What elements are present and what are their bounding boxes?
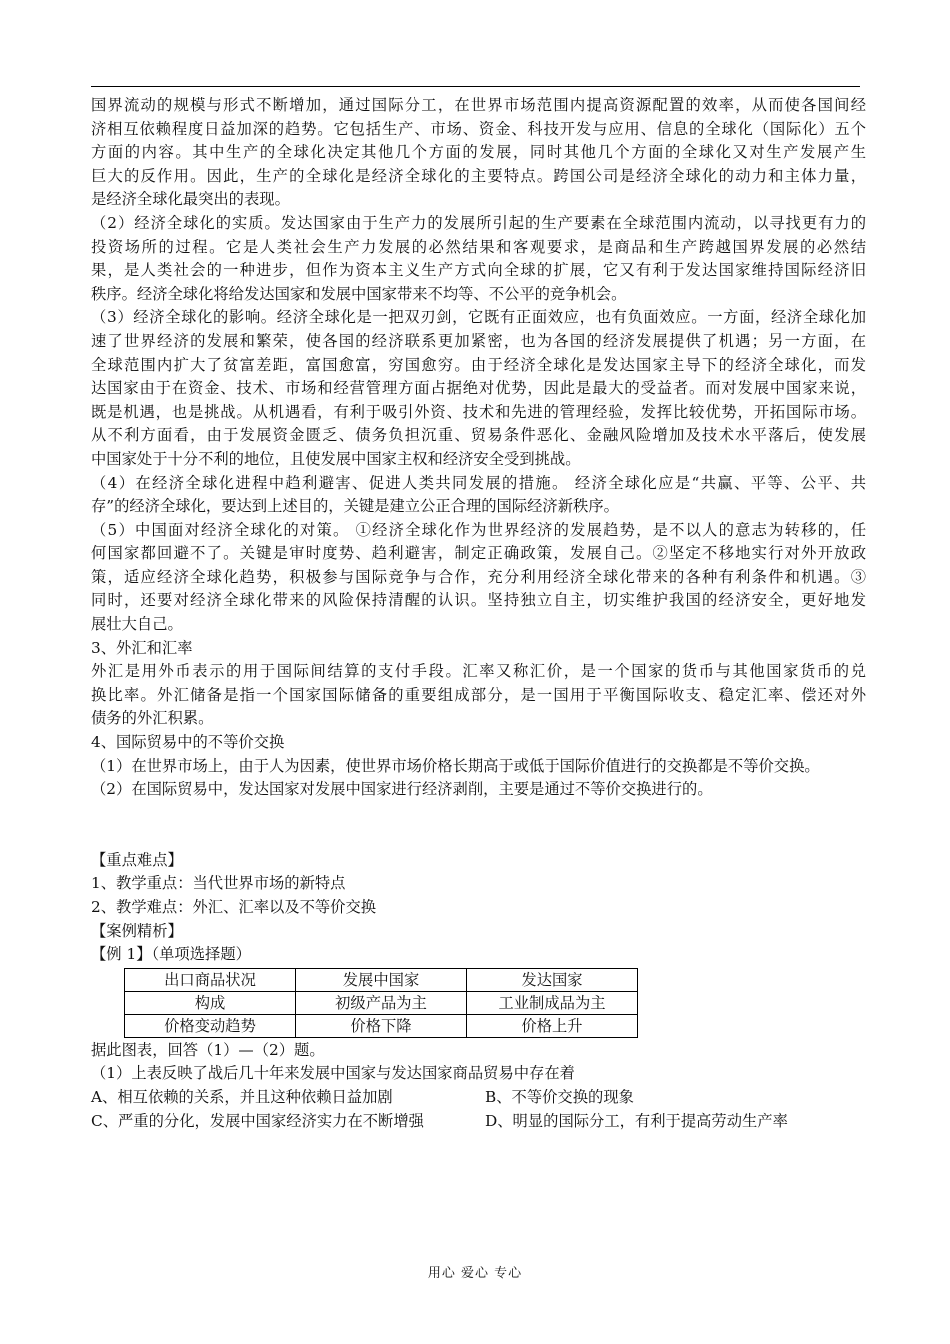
table-cell: 价格下降 (296, 1014, 467, 1037)
text-line: 何国家都回避不了。关键是审时度势、趋利避害，制定正确政策，发展自己。②坚定不移地实行对外开放政 (91, 544, 866, 563)
options-row (91, 1086, 866, 1110)
case-heading: 【案例精析】 (91, 921, 183, 940)
section-heading: 3、外汇和汇率 (91, 638, 193, 657)
option-b: B、不等价交换的现象 (485, 1087, 634, 1106)
table-cell: 发达国家 (467, 968, 638, 991)
text-line: 速了世界经济的发展和繁荣，使各国的经济联系更加紧密，也为各国的经济发展提供了机遇；另一方面，在 (91, 331, 866, 350)
table-cell: 工业制成品为主 (467, 991, 638, 1014)
text-line: 投资场所的过程。它是人类社会生产力发展的必然结果和客观要求，是商品和生产跨越国界发展的必然结 (91, 237, 866, 256)
option-d: D、明显的国际分工，有利于提高劳动生产率 (485, 1111, 788, 1130)
key-points-heading: 【重点难点】 (91, 850, 183, 869)
table-cell: 发展中国家 (296, 968, 467, 991)
document-body (91, 94, 866, 1133)
table-cell: 出口商品状况 (125, 968, 296, 991)
text-line: 策，适应经济全球化趋势，积极参与国际竞争与合作，充分利用经济全球化带来的各种有利条件和机遇。③ (91, 567, 866, 586)
table-row (125, 991, 638, 1014)
page-footer: 用心 爱心 专心 (427, 1266, 523, 1281)
section-heading: 4、国际贸易中的不等价交换 (91, 733, 285, 752)
text-line: 全球范围内扩大了贫富差距，富国愈富，穷国愈穷。由于经济全球化是发达国家主导下的经济全球化，而发 (91, 355, 866, 374)
table-row (125, 968, 638, 991)
text-line: （5）中国面对经济全球化的对策。 ①经济全球化作为世界经济的发展趋势，是不以人的意志为转移的，任 (91, 520, 866, 539)
spacer (91, 802, 866, 849)
text-line: 国界流动的规模与形式不断增加，通过国际分工，在世界市场范围内提高资源配置的效率，从而使各国间经 (91, 96, 866, 114)
text-line: （4）在经济全球化进程中趋利避害、促进人类共同发展的措施。 经济全球化应是“共赢、平等、公平、共 (91, 473, 866, 492)
text-line: 换比率。外汇储备是指一个国家国际储备的重要组成部分，是一国用于平衡国际收支、稳定汇率、偿还对外 (91, 685, 866, 704)
table-cell: 价格变动趋势 (125, 1014, 296, 1037)
option-a: A、相互依赖的关系，并且这种依赖日益加剧 (91, 1087, 393, 1106)
text-line: （2）经济全球化的实质。发达国家由于生产力的发展所引起的生产要素在全球范围内流动，以寻找更有力的 (91, 213, 866, 232)
text-line: 秩序。经济全球化将给发达国家和发展中国家带来不均等、不公平的竞争机会。 (91, 284, 627, 303)
text-line: 存”的经济全球化，要达到上述目的，关键是建立公正合理的国际经济新秩序。 (91, 497, 619, 516)
text-line: 济相互依赖程度日益加深的趋势。它包括生产、市场、资金、科技开发与应用、信息的全球化（国际化）五个 (91, 119, 866, 138)
question-stem: （1）上表反映了战后几十年来发展中国家与发达国家商品贸易中存在着 (91, 1064, 575, 1083)
example-label: 【例 1】（单项选择题） (91, 945, 251, 964)
text-line: （3）经济全球化的影响。经济全球化是一把双刃剑，它既有正面效应，也有负面效应。一方面，经济全球化加 (91, 308, 866, 327)
text-line: 达国家由于在资金、技术、市场和经营管理方面占据绝对优势，因此是最大的受益者。而对发展中国家来说， (91, 379, 866, 398)
table-cell: 初级产品为主 (296, 991, 467, 1014)
text-line: 既是机遇，也是挑战。从机遇看，有利于吸引外资、技术和先进的管理经验，发挥比较优势，开拓国际市场。 (91, 402, 866, 421)
table-row (125, 1014, 638, 1037)
text-line: 展壮大自己。 (91, 615, 183, 634)
key-point-item: 2、教学难点：外汇、汇率以及不等价交换 (91, 898, 377, 916)
text-line: （2）在国际贸易中，发达国家对发展中国家进行经济剥削，主要是通过不等价交换进行的。 (91, 780, 713, 799)
option-c: C、严重的分化，发展中国家经济实力在不断增强 (91, 1111, 424, 1130)
header-rule (91, 86, 860, 87)
text-line: 巨大的反作用。因此，生产的全球化是经济全球化的主要特点。跨国公司是经济全球化的动力和主体力量， (91, 166, 866, 185)
key-point-item: 1、教学重点：当代世界市场的新特点 (91, 874, 346, 893)
text-line: 果，是人类社会的一种进步，但作为资本主义生产方式向全球的扩展，它又有利于发达国家维持国际经济旧 (91, 261, 866, 280)
table-cell: 价格上升 (467, 1014, 638, 1037)
comparison-table (124, 968, 638, 1038)
text-line: 中国家处于十分不利的地位，且使发展中国家主权和经济安全受到挑战。 (91, 449, 581, 468)
text-line: （1）在世界市场上，由于人为因素，使世界市场价格长期高于或低于国际价值进行的交换都是不等价交换。 (91, 756, 820, 775)
question-intro: 据此图表，回答（1）—（2）题。 (91, 1040, 325, 1059)
text-line: 债务的外汇积累。 (91, 709, 214, 728)
text-line: 同时，还要对经济全球化带来的风险保持清醒的认识。坚持独立自主，切实维护我国的经济安全，更好地发 (91, 591, 866, 610)
text-line: 外汇是用外币表示的用于国际间结算的支付手段。汇率又称汇价，是一个国家的货币与其他国家货币的兑 (91, 662, 866, 681)
table-cell: 构成 (125, 991, 296, 1014)
text-line: 方面的内容。其中生产的全球化决定其他几个方面的发展，同时其他几个方面的全球化又对生产发展产生 (91, 143, 866, 162)
text-line: 从不利方面看，由于发展资金匮乏、债务负担沉重、贸易条件恶化、金融风险增加及技术水平落后，使发展 (91, 426, 866, 445)
text-line: 是经济全球化最突出的表现。 (91, 190, 290, 209)
options-row (91, 1110, 866, 1134)
